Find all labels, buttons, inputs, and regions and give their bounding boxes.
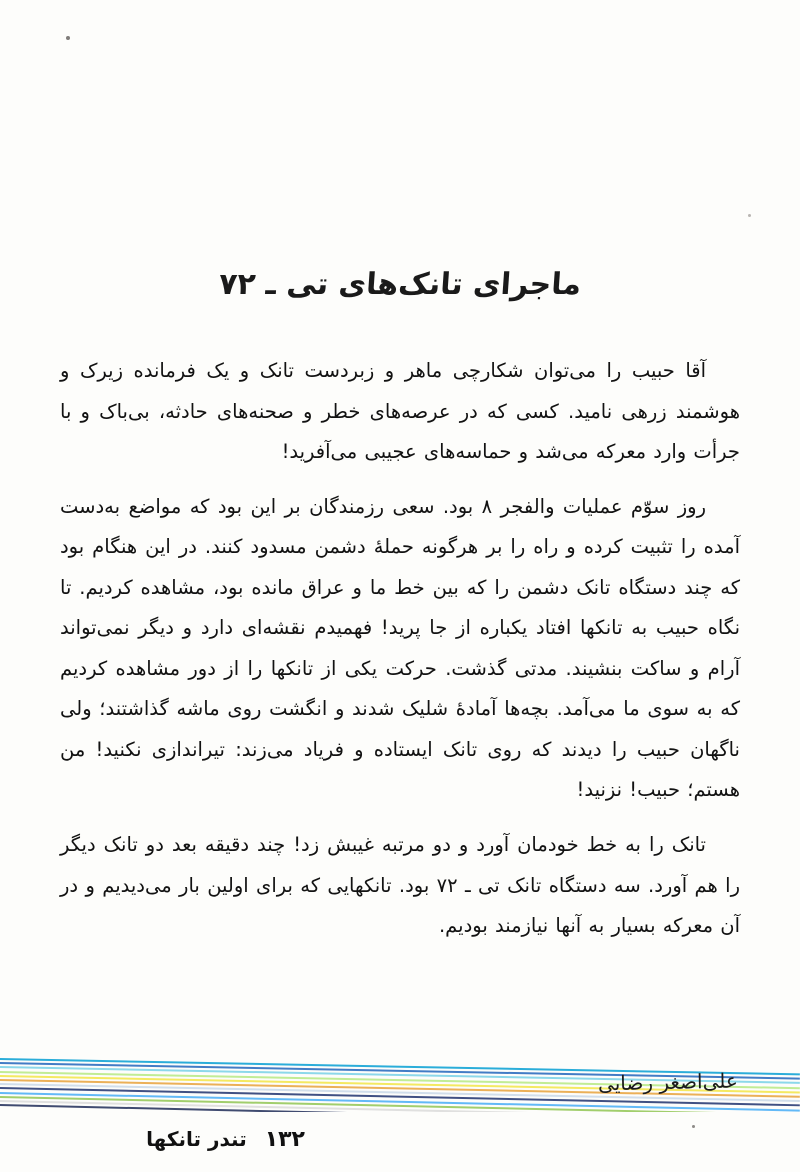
scan-speck-secondary-icon bbox=[748, 214, 751, 217]
footer-speck-icon bbox=[692, 1125, 695, 1128]
page-body bbox=[60, 262, 740, 947]
page-footer bbox=[0, 1120, 800, 1154]
body-paragraph: روز سوّم عملیات والفجر ۸ بود. سعی رزمندگان بر این بود که مواضع به‌دست آمده را تثبیت کرده و راه را بر هرگونه حملۀ دشمن مسدود کنند. در این هنگام بود که چند دستگاه تانک دشمن را که بین خط ما و عراق مانده بود، مشاهده کردیم. تا نگاه حبیب به تانکها افتاد یکباره از جا پرید! فهمیدم نقشه‌ای دارد و دیگر نمی‌تواند آرام و ساکت بنشیند. مدتی گذشت. حرکت یکی از تانکها را از دور مشاهده کردیم که به سوی ما می‌آمد. بچه‌ها آمادۀ شلیک شدند و انگشت روی ماشه گذاشتند؛ ولی ناگهان حبیب را دیدند که روی تانک ایستاده و فریاد می‌زند: تیراندازی نکنید! من هستم؛ حبیب! نزنید! bbox=[60, 494, 740, 802]
author-signature: علی‌اصغر رضایی bbox=[597, 1068, 739, 1096]
body-paragraph: آقا حبیب را می‌توان شکارچی ماهر و زبردست تانک و یک فرمانده زیرک و هوشمند زرهی نامید. کسی که در عرصه‌های خطر و صحنه‌های حادثه، بی‌باک و با جرأت وارد معرکه می‌شد و حماسه‌های عجیبی می‌آفرید! bbox=[60, 359, 740, 464]
body-paragraph: تانک را به خط خودمان آورد و دو مرتبه غیبش زد! چند دقیقه بعد دو تانک دیگر را هم آورد. سه دستگاه تانک تی ـ ۷۲ بود. تانکهایی که برای اولین بار می‌دیدیم و در آن معرکه بسیار به آنها نیازمند بودیم. bbox=[60, 833, 740, 938]
page-number: ۱۳۲ bbox=[264, 1127, 305, 1152]
running-title: تندر تانکها bbox=[146, 1127, 247, 1151]
scan-speck-icon bbox=[66, 36, 70, 40]
chapter-title: ماجرای تانک‌های تی ـ ۷۲ bbox=[217, 267, 583, 302]
